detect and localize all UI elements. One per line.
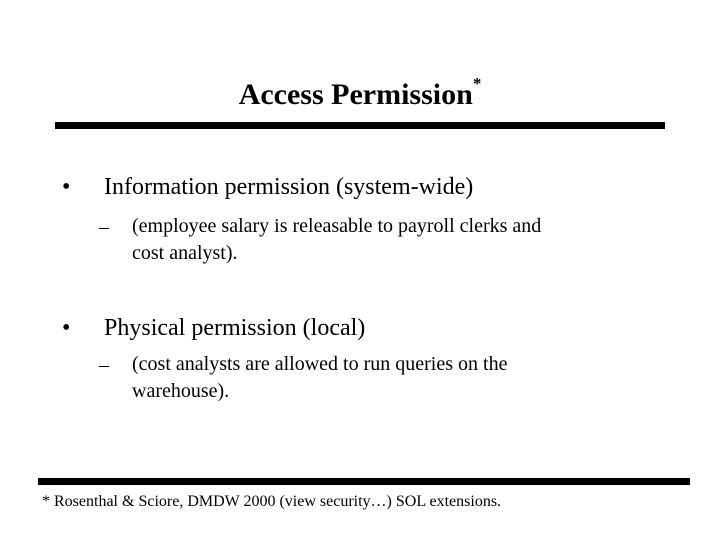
sub-bullet-line: (cost analysts are allowed to run queries on the: [132, 353, 508, 375]
bullet-information-permission: Information permission (system-wide): [104, 174, 474, 200]
footer-divider: [38, 478, 690, 485]
slide-title: [0, 68, 720, 115]
footnote-citation: * Rosenthal & Sciore, DMDW 2000 (view security…) SOL extensions.: [42, 493, 502, 510]
sub-bullet-line: cost analyst).: [132, 242, 238, 264]
footnote-marker: *: [472, 74, 482, 93]
bullet-physical-permission: Physical permission (local): [104, 315, 366, 341]
sub-bullet-dash: –: [99, 354, 109, 376]
title-divider: [55, 122, 665, 129]
sub-bullet-line: (employee salary is releasable to payroll clerks and: [132, 215, 542, 237]
bullet-marker: •: [62, 174, 71, 200]
bullet-marker: •: [62, 315, 71, 341]
sub-bullet-line: warehouse).: [132, 380, 230, 402]
sub-bullet-physical-detail: [132, 351, 672, 405]
slide-title-text: Access Permission: [238, 78, 473, 111]
sub-bullet-dash: –: [99, 216, 109, 238]
sub-bullet-information-detail: [132, 213, 672, 267]
